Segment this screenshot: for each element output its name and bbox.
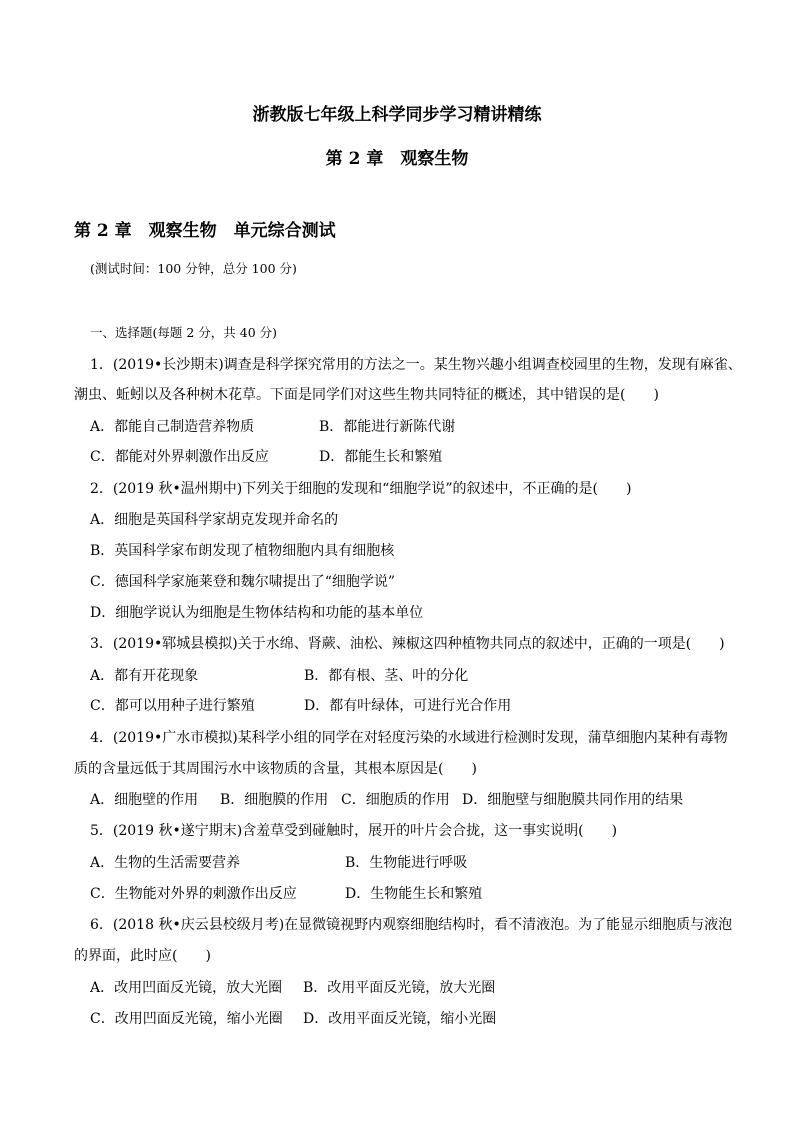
question-3-option-c: C．都可以用种子进行繁殖 bbox=[90, 698, 255, 714]
question-2-option-b: B．英国科学家布朗发现了植物细胞内具有细胞核 bbox=[90, 543, 395, 559]
question-3-option-d: D．都有叶绿体，可进行光合作用 bbox=[304, 698, 512, 714]
question-5-option-b: B．生物能进行呼吸 bbox=[345, 855, 468, 871]
question-6-stem-line-2: 的界面，此时应( ) bbox=[74, 948, 211, 964]
question-1-option-b: B．都能进行新陈代谢 bbox=[319, 419, 456, 435]
question-5-option-c: C．生物能对外界的刺激作出反应 bbox=[90, 886, 297, 902]
question-5-option-a: A．生物的生活需要营养 bbox=[90, 855, 241, 871]
question-4-stem-line-2: 质的含量远低于其周围污水中该物质的含量，其根本原因是( ) bbox=[74, 761, 477, 777]
question-3-stem: 3．(2019•郓城县模拟)关于水绵、肾蕨、油松、辣椒这四种植物共同点的叙述中，正确的一项是( ) bbox=[90, 636, 725, 652]
test-info: (测试时间：100 分钟，总分 100 分) bbox=[90, 261, 297, 276]
chapter-title: 第 2 章 观察生物 bbox=[325, 149, 469, 169]
question-6-stem-line-1: 6．(2018 秋•庆云县校级月考)在显微镜视野内观察细胞结构时，看不清液泡。为了能显示细胞质与液泡 bbox=[90, 917, 733, 933]
question-2-option-d: D．细胞学说认为细胞是生物体结构和功能的基本单位 bbox=[90, 605, 424, 621]
part-heading: 一、选择题(每题 2 分，共 40 分) bbox=[90, 325, 278, 340]
question-1-option-d: D．都能生长和繁殖 bbox=[319, 449, 443, 465]
question-2-option-a: A．细胞是英国科学家胡克发现并命名的 bbox=[90, 512, 339, 528]
question-2-stem: 2．(2019 秋•温州期中)下列关于细胞的发现和“细胞学说”的叙述中，不正确的是( ) bbox=[90, 481, 632, 497]
question-5-stem: 5．(2019 秋•遂宁期末)含羞草受到碰触时，展开的叶片会合拢，这一事实说明( ) bbox=[90, 823, 618, 839]
question-6-option-a: A．改用凹面反光镜，放大光圈 bbox=[90, 980, 283, 996]
question-3-option-b: B．都有根、茎、叶的分化 bbox=[304, 668, 469, 684]
document-title: 浙教版七年级上科学同步学习精讲精练 bbox=[252, 105, 542, 125]
question-6-option-c: C．改用凹面反光镜，缩小光圈 bbox=[90, 1011, 283, 1027]
question-1-stem-line-2: 潮虫、蚯蚓以及各种树木花草。下面是同学们对这些生物共同特征的概述，其中错误的是( ) bbox=[74, 387, 659, 403]
question-1-option-c: C．都能对外界刺激作出反应 bbox=[90, 449, 269, 465]
question-1-stem-line-1: 1．(2019•长沙期末)调查是科学探究常用的方法之一。某生物兴趣小组调查校园里的生物，发现有麻雀、 bbox=[90, 357, 742, 373]
question-4-option-c: C．细胞质的作用 bbox=[341, 792, 450, 808]
question-2-option-c: C．德国科学家施莱登和魏尔啸提出了“细胞学说” bbox=[90, 574, 396, 590]
question-4-option-b: B．细胞膜的作用 bbox=[220, 792, 329, 808]
question-3-option-a: A．都有开花现象 bbox=[90, 668, 199, 684]
question-4-option-a: A．细胞壁的作用 bbox=[90, 792, 199, 808]
question-1-option-a: A．都能自己制造营养物质 bbox=[90, 419, 255, 435]
section-title: 第 2 章 观察生物 单元综合测试 bbox=[74, 221, 336, 241]
question-6-option-d: D．改用平面反光镜，缩小光圈 bbox=[303, 1011, 497, 1027]
question-5-option-d: D．生物能生长和繁殖 bbox=[345, 886, 483, 902]
question-4-stem-line-1: 4．(2019•广水市模拟)某科学小组的同学在对轻度污染的水域进行检测时发现，蒲草细胞内某种有毒物 bbox=[90, 730, 728, 746]
question-6-option-b: B．改用平面反光镜，放大光圈 bbox=[303, 980, 496, 996]
question-4-option-d: D．细胞壁与细胞膜共同作用的结果 bbox=[462, 792, 684, 808]
